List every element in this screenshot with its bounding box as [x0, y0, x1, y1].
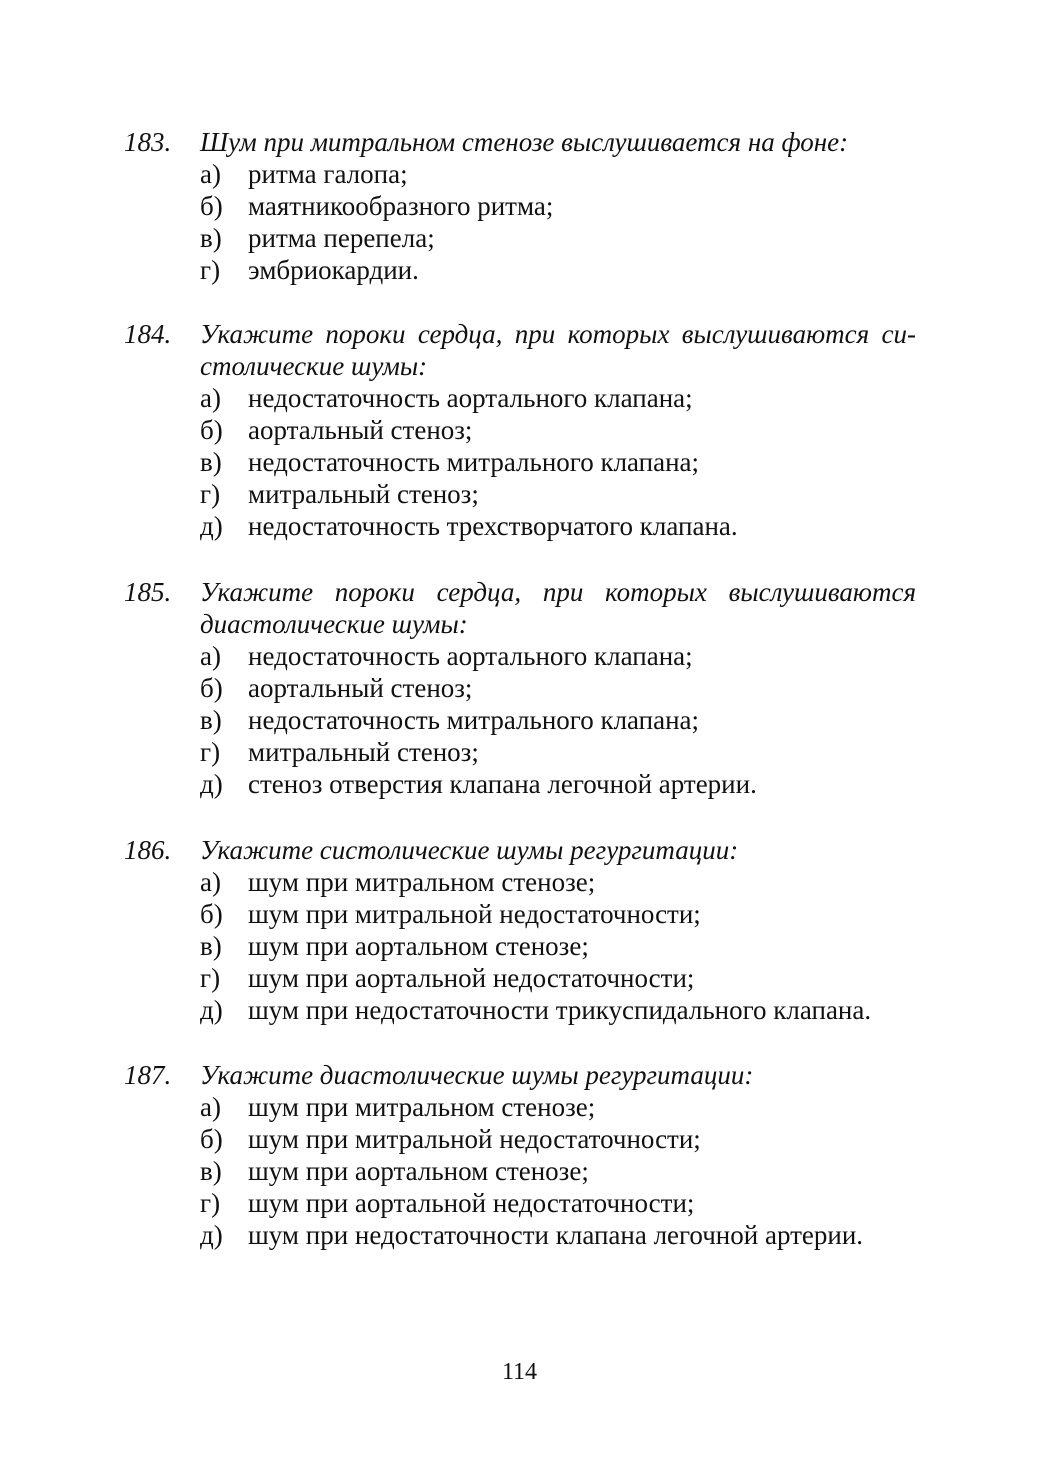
question-text-line: Укажите диастолические шумы регургитации:	[200, 1060, 754, 1090]
option-letter: д)	[200, 995, 223, 1025]
answer-option	[200, 478, 916, 510]
question-number: 187.	[124, 1060, 172, 1090]
answer-option	[200, 962, 916, 994]
option-letter: в)	[200, 447, 222, 477]
answer-option	[200, 158, 916, 190]
option-text: шум при митральной недостаточности;	[248, 1124, 701, 1154]
option-letter: д)	[200, 511, 223, 541]
option-letter: в)	[200, 223, 222, 253]
answer-option	[200, 1091, 916, 1123]
question-heading	[124, 1059, 916, 1091]
option-text: шум при митральной недостаточности;	[248, 899, 701, 929]
option-letter: а)	[200, 159, 221, 189]
option-text: маятникообразного ритма;	[248, 191, 554, 221]
answer-option	[200, 704, 916, 736]
question-187	[124, 1059, 916, 1251]
option-letter: д)	[200, 1220, 223, 1250]
option-letter: а)	[200, 383, 221, 413]
answer-option	[200, 446, 916, 478]
option-text: ритма галопа;	[248, 159, 408, 189]
answer-option	[200, 768, 916, 800]
option-letter: а)	[200, 1092, 221, 1122]
option-letter: г)	[200, 255, 221, 285]
option-text: митральный стеноз;	[248, 479, 479, 509]
option-letter: г)	[200, 963, 221, 993]
option-letter: б)	[200, 673, 223, 703]
option-letter: г)	[200, 1188, 221, 1218]
option-letter: г)	[200, 737, 221, 767]
option-text: шум при аортальной недостаточности;	[248, 963, 695, 993]
question-184	[124, 318, 916, 542]
question-text-line: Шум при митральном стенозе выслушивается на фоне:	[200, 127, 849, 157]
option-text: шум при митральном стенозе;	[248, 867, 596, 897]
question-text-line: Укажите систолические шумы регургитации:	[200, 835, 739, 865]
answer-option	[200, 222, 916, 254]
question-183	[124, 126, 916, 286]
option-text: шум при аортальном стенозе;	[248, 931, 589, 961]
option-letter: в)	[200, 1156, 222, 1186]
option-text: недостаточность трехстворчатого клапана.	[248, 511, 738, 541]
answer-option	[200, 1155, 916, 1187]
question-number: 186.	[124, 835, 172, 865]
answer-options	[124, 1091, 916, 1251]
option-text: недостаточность аортального клапана;	[248, 641, 693, 671]
question-heading	[124, 126, 916, 158]
option-text: недостаточность митрального клапана;	[248, 447, 700, 477]
option-text: шум при недостаточности клапана легочной артерии.	[248, 1220, 864, 1250]
option-text: шум при аортальном стенозе;	[248, 1156, 589, 1186]
answer-option	[200, 640, 916, 672]
option-letter: в)	[200, 931, 222, 961]
option-letter: а)	[200, 867, 221, 897]
answer-options	[124, 158, 916, 286]
answer-options	[124, 640, 916, 800]
option-text: ритма перепела;	[248, 223, 435, 253]
answer-option	[200, 994, 916, 1026]
option-text: шум при митральном стенозе;	[248, 1092, 596, 1122]
answer-option	[200, 898, 916, 930]
option-text: митральный стеноз;	[248, 737, 479, 767]
answer-option	[200, 866, 916, 898]
question-number: 185.	[124, 577, 172, 607]
option-text: недостаточность аортального клапана;	[248, 383, 693, 413]
question-185	[124, 576, 916, 800]
option-letter: г)	[200, 479, 221, 509]
question-text-line: диастолические шумы:	[200, 609, 468, 639]
answer-options	[124, 866, 916, 1026]
answer-option	[200, 190, 916, 222]
option-letter: б)	[200, 1124, 223, 1154]
answer-option	[200, 1123, 916, 1155]
question-number: 183.	[124, 127, 172, 157]
option-letter: б)	[200, 191, 223, 221]
question-heading	[124, 318, 916, 382]
question-number: 184.	[124, 319, 172, 349]
option-letter: д)	[200, 769, 223, 799]
answer-option	[200, 930, 916, 962]
option-letter: б)	[200, 899, 223, 929]
option-text: стеноз отверстия клапана легочной артерии.	[248, 769, 757, 799]
answer-option	[200, 382, 916, 414]
page-number: 114	[501, 1359, 538, 1385]
option-letter: а)	[200, 641, 221, 671]
answer-option	[200, 510, 916, 542]
answer-options	[124, 382, 916, 542]
answer-option	[200, 736, 916, 768]
option-text: эмбриокардии.	[248, 255, 419, 285]
answer-option	[200, 1219, 916, 1251]
answer-option	[200, 1187, 916, 1219]
option-text: шум при недостаточности трикуспидального клапана.	[248, 995, 872, 1025]
question-text-line: Укажите пороки сердца, при которых выслушиваются си-	[200, 319, 916, 349]
option-text: шум при аортальной недостаточности;	[248, 1188, 695, 1218]
option-letter: б)	[200, 415, 223, 445]
answer-option	[200, 414, 916, 446]
option-letter: в)	[200, 705, 222, 735]
question-heading	[124, 834, 916, 866]
question-heading	[124, 576, 916, 640]
option-text: недостаточность митрального клапана;	[248, 705, 700, 735]
answer-option	[200, 672, 916, 704]
question-186	[124, 834, 916, 1026]
question-text-line: Укажите пороки сердца, при которых выслушиваются	[200, 577, 916, 607]
question-text-line: столические шумы:	[200, 351, 428, 381]
option-text: аортальный стеноз;	[248, 415, 473, 445]
option-text: аортальный стеноз;	[248, 673, 473, 703]
answer-option	[200, 254, 916, 286]
